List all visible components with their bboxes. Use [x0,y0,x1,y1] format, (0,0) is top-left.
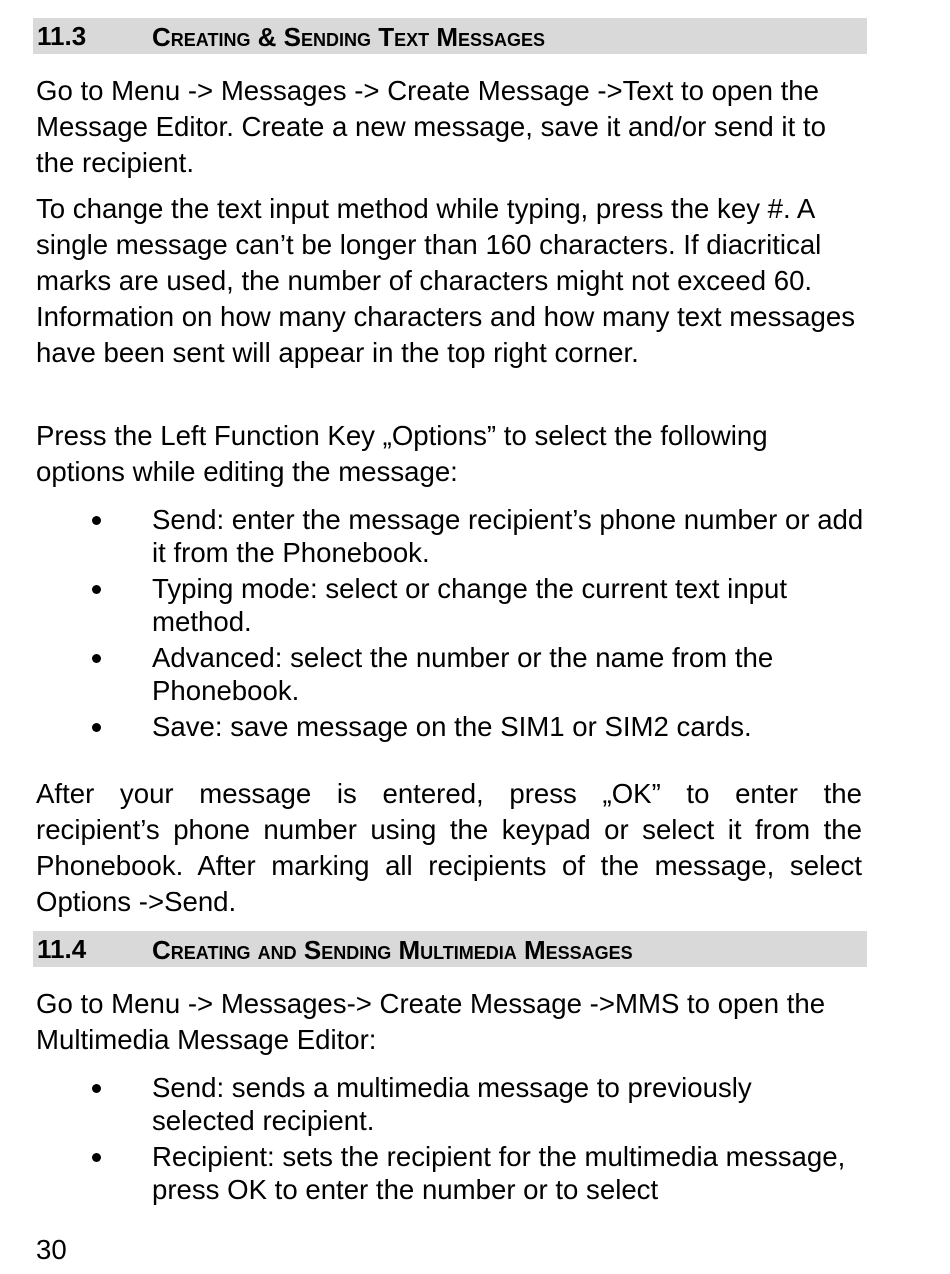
paragraph-line: After your message is entered, press „OK” to enter the [36,778,862,809]
list-item [36,710,866,743]
list-item-text: Send: sends a multimedia message to previously selected recipient. [152,1072,752,1136]
paragraph-open-editor: Go to Menu -> Messages -> Create Message ->Text to open the Message Editor. Create a new message, save it and/or send it to the recipient. [36,75,826,178]
paragraph-line: recipient’s phone number using the keypad or select it from the [36,814,862,845]
bullet-icon [92,585,101,594]
mms-options-list [36,1071,866,1209]
bullet-icon [92,516,101,525]
section-number: 11.4 [37,934,87,964]
paragraph-after-entered [36,776,862,920]
list-item-text: Advanced: select the number or the name from the Phonebook. [152,642,774,706]
paragraph-input-method: To change the text input method while typing, press the key #. A single message can’t be longer than 160 characters. If diacritical marks are used, the number of characters might not exceed 60. Information on how many characters and how many text messages have been sent will appear in the top right corner. [36,193,856,368]
paragraph-options-intro: Press the Left Function Key „Options” to select the following options while editing the message: [36,420,768,487]
paragraph-line: Options ->Send. [36,886,237,917]
list-item-text: Typing mode: select or change the current text input method. [152,573,788,637]
list-item-text: Save: save message on the SIM1 or SIM2 cards. [152,711,752,742]
page-number: 30 [36,1234,67,1265]
list-item [36,1071,852,1137]
list-item [36,1140,852,1206]
list-item [36,503,866,569]
section-heading-11-3 [33,18,867,54]
section-heading-11-4 [33,931,867,967]
section-title: Creating and Sending Multimedia Messages [152,935,633,965]
bullet-icon [92,654,101,663]
list-item-text: Recipient: sets the recipient for the multimedia message, press OK to enter the number or to select [152,1141,846,1205]
section-title: Creating & Sending Text Messages [152,22,546,52]
list-item-text: Send: enter the message recipient’s phone number or add it from the Phonebook. [152,504,864,568]
list-item [36,572,866,638]
paragraph-line: Phonebook. After marking all recipients of the message, select [36,850,862,881]
list-item [36,641,866,707]
bullet-icon [92,1153,101,1162]
paragraph-mms-editor: Go to Menu -> Messages-> Create Message ->MMS to open the Multimedia Message Editor: [36,988,826,1055]
bullet-icon [92,1084,101,1093]
bullet-icon [92,723,101,732]
options-list [36,503,866,746]
section-number: 11.3 [37,21,87,51]
